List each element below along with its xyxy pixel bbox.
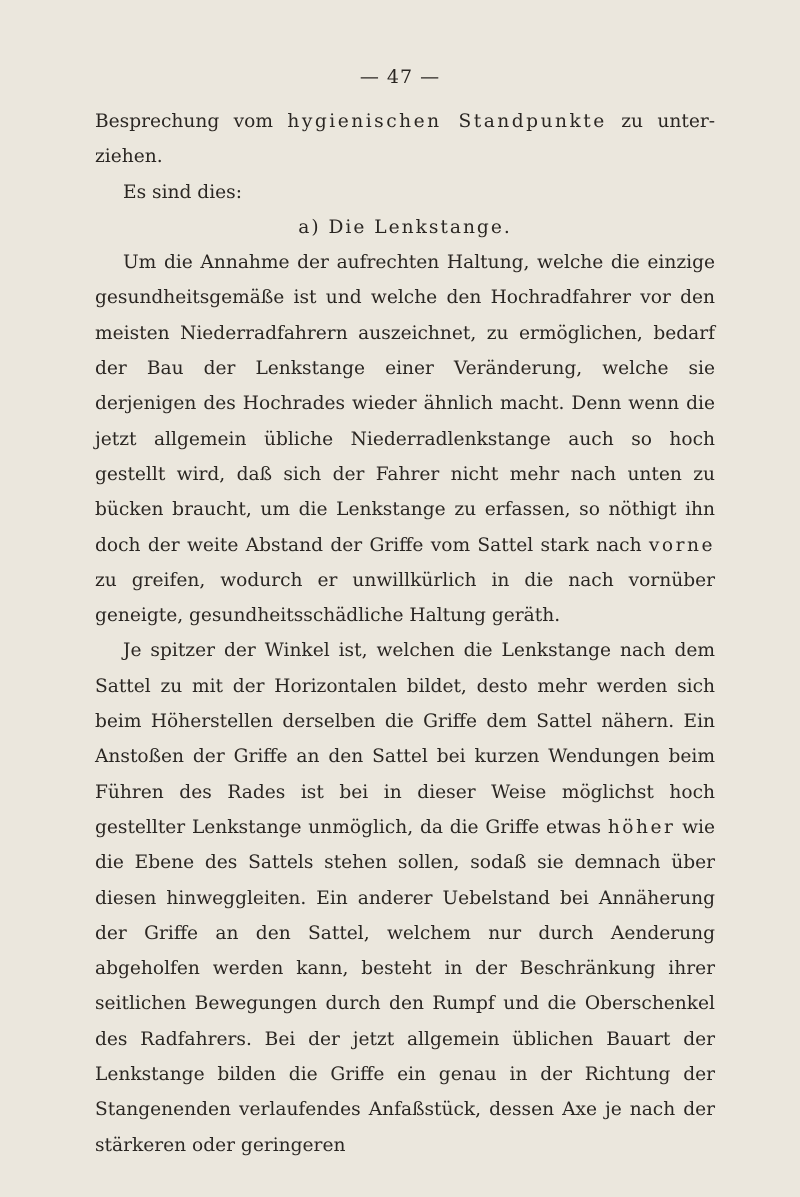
paragraph-2 [95, 633, 715, 1162]
list-intro: Es sind dies: [123, 181, 242, 203]
emphasis-hoeher: höher [607, 816, 676, 838]
paragraph-1-text-a: Um die Annahme der aufrechten Haltung, welche die einzige gesundheitsgemäße ist und welche den Hochradfahrer vor den meisten Niederradfahrern auszeichnet, zu ermöglichen, bedarf der Bau der Lenkstange einer Veränderung, welche sie derjenigen des Hochrades wieder ähnlich macht. Denn wenn die jetzt allgemein übliche Niederradlenkstange auch so hoch gestellt wird, daß sich der Fahrer nicht mehr nach unten zu bücken braucht, um die Lenkstange zu erfassen, so nöthigt ihn doch der weite Abstand der Griffe vom Sattel stark nach [95, 252, 715, 556]
paragraph-1 [95, 245, 715, 633]
emphasis-vorne: vorne [648, 534, 715, 556]
page-number: — 47 — [359, 66, 441, 88]
intro-paragraph [95, 104, 715, 175]
paragraph-1-text-b: zu greifen, wodurch er unwillkürlich in die nach vornüber geneigte, gesundheitsschädliche Haltung geräth. [95, 569, 715, 627]
body-text [95, 104, 715, 1163]
intro-text-a: Besprechung vom [95, 111, 288, 132]
paragraph-2-text-a: Je spitzer der Winkel ist, welchen die Lenkstange nach dem Sattel zu mit der Horizontalen bildet, desto mehr werden sich beim Höherstellen derselben die Griffe dem Sattel nähern. Ein Anstoßen der Griffe an den Sattel bei kurzen Wendungen beim Führen des Rades ist bei in dieser Weise möglichst hoch gestellter Lenkstange unmöglich, da die Griffe etwas [95, 640, 715, 838]
section-heading: a) Die Lenkstange. [298, 216, 512, 238]
paragraph-2-text-b: wie die Ebene des Sattels stehen sollen, sodaß sie demnach über diesen hinweggleiten. Ein anderer Uebelstand bei Annäherung der Griffe an den Sattel, welchem nur durch Aenderung abgeholfen werden kann, besteht in der Beschränkung ihrer seitlichen Bewegungen durch den Rumpf und die Oberschenkel des Radfahrers. Bei der jetzt allgemein üblichen Bauart der Lenkstange bilden die Griffe ein genau in der Richtung der Stangenenden verlaufendes Anfaßstück, dessen Axe je nach der stärkeren oder geringeren [95, 816, 715, 1156]
emphasis-hygienic: hygienischen Standpunkte [287, 111, 607, 132]
intro-text-b: zu unter-ziehen. [95, 111, 715, 168]
